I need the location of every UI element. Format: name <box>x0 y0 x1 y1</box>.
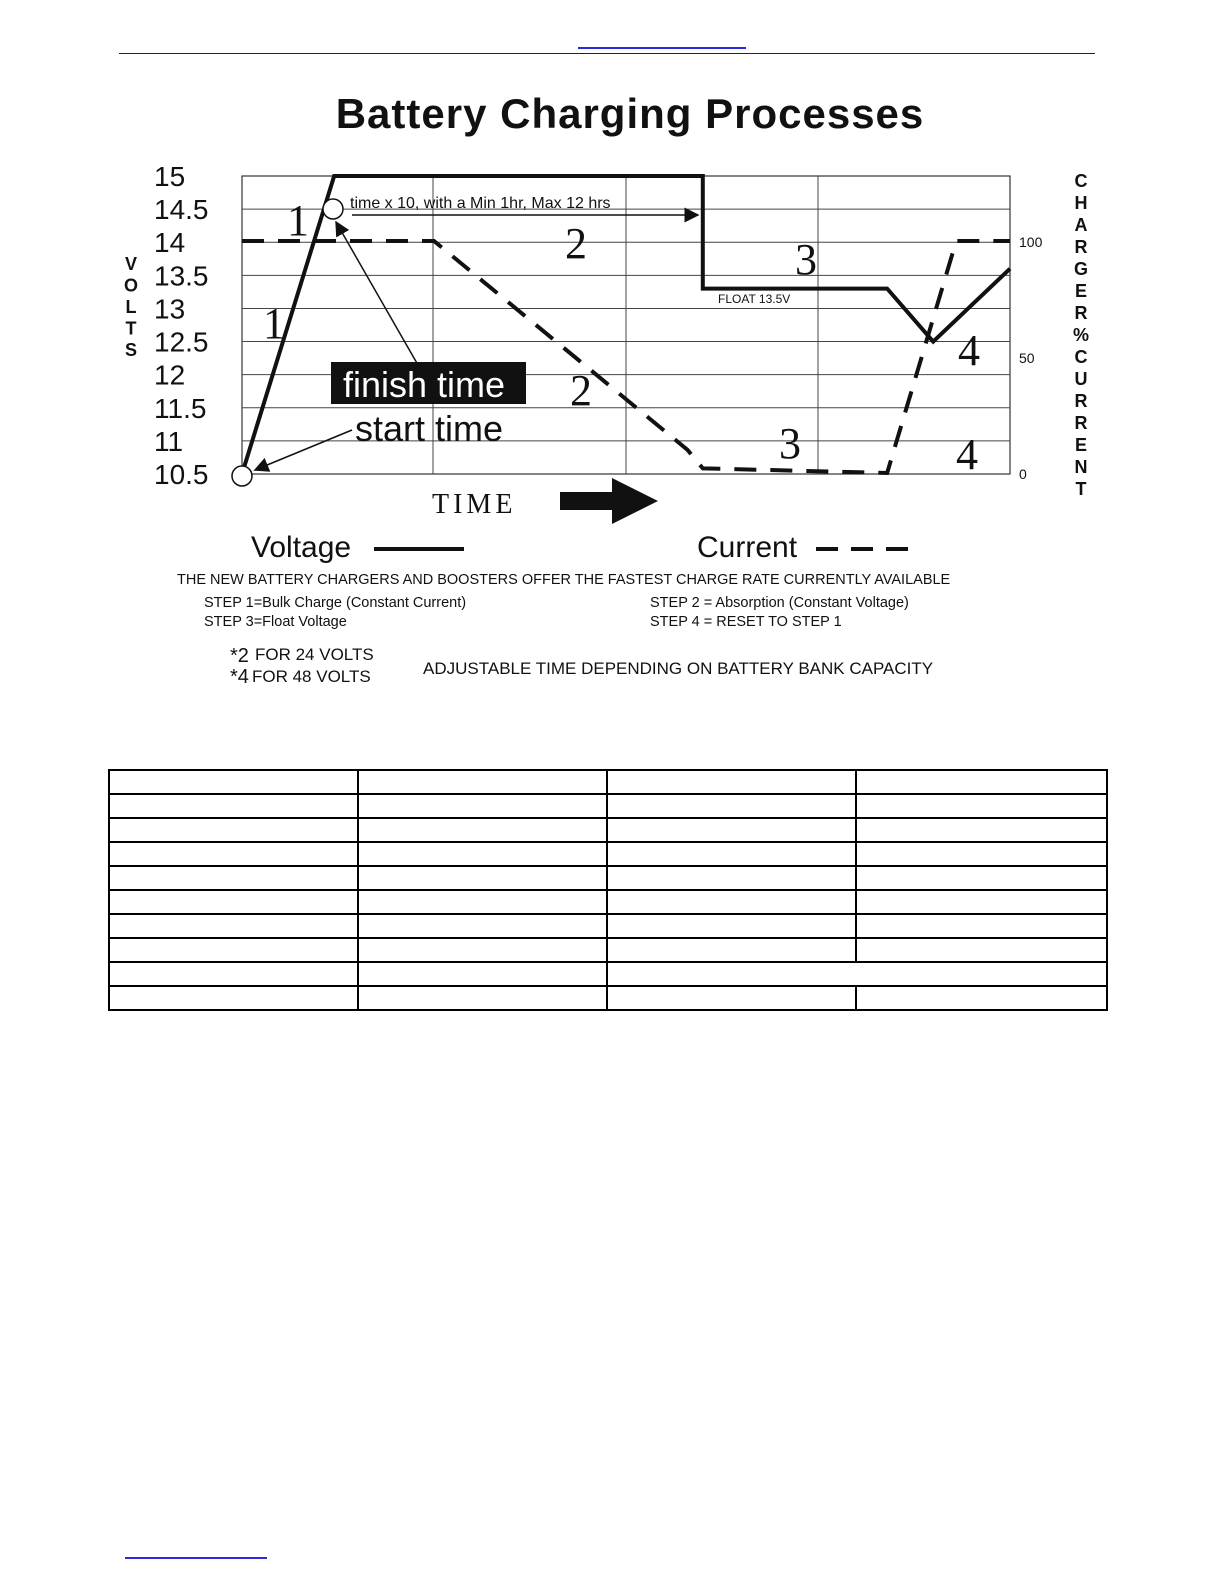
x-axis-label: TIME <box>432 489 517 520</box>
note-24-volts: FOR 24 VOLTS <box>255 645 374 664</box>
step-3-text: STEP 3=Float Voltage <box>204 614 347 630</box>
table-cell <box>856 914 1107 938</box>
axis-label-letter: C <box>1074 347 1088 367</box>
table-cell <box>856 866 1107 890</box>
note-48-prefix: *4 <box>230 666 249 688</box>
voltage-step-4: 4 <box>958 326 980 375</box>
table-cell <box>856 818 1107 842</box>
table-row <box>109 938 1107 962</box>
finish-point-marker <box>323 199 343 219</box>
y-axis-right-ticks <box>1019 234 1043 482</box>
header-rule <box>119 53 1095 54</box>
current-step-2: 2 <box>570 366 592 415</box>
table-cell <box>856 794 1107 818</box>
axis-label-letter: T <box>125 318 137 339</box>
table-cell <box>607 770 856 794</box>
y-axis-right-label <box>1073 171 1089 499</box>
y-right-tick-label: 100 <box>1019 234 1043 250</box>
table-cell <box>109 890 358 914</box>
y-left-tick-label: 14 <box>154 227 186 259</box>
table-cell <box>607 986 856 1010</box>
axis-label-letter: R <box>1074 303 1088 323</box>
table-cell <box>607 842 856 866</box>
y-right-tick-label: 0 <box>1019 466 1027 482</box>
y-left-tick-label: 13 <box>154 293 186 325</box>
table-cell <box>607 818 856 842</box>
axis-label-letter: C <box>1074 171 1088 191</box>
table-cell <box>358 770 607 794</box>
table-cell <box>856 842 1107 866</box>
table-cell <box>358 914 607 938</box>
y-axis-left-label <box>124 254 138 360</box>
axis-label-letter: E <box>1074 435 1088 455</box>
table-cell <box>358 986 607 1010</box>
table-row <box>109 890 1107 914</box>
charging-chart <box>0 150 1224 700</box>
axis-label-letter: R <box>1074 413 1088 433</box>
table-cell <box>856 890 1107 914</box>
table-cell <box>607 962 1107 986</box>
table-cell <box>358 866 607 890</box>
axis-label-letter: S <box>124 340 138 360</box>
y-left-tick-label: 11 <box>154 425 184 457</box>
start-point-marker <box>232 466 252 486</box>
duration-annotation: time x 10, with a Min 1hr, Max 12 hrs <box>350 195 611 212</box>
axis-label-letter: % <box>1072 325 1090 345</box>
current-step-4: 4 <box>956 430 978 479</box>
note-48-volts: FOR 48 VOLTS <box>252 667 371 686</box>
legend-current-label: Current <box>697 531 798 564</box>
step-1-text: STEP 1=Bulk Charge (Constant Current) <box>204 595 467 611</box>
table-row <box>109 842 1107 866</box>
table-cell <box>109 866 358 890</box>
table-cell <box>358 962 607 986</box>
y-left-tick-label: 14.5 <box>154 194 209 226</box>
adjustable-time-note: ADJUSTABLE TIME DEPENDING ON BATTERY BANK CAPACITY <box>423 659 934 678</box>
axis-label-letter: R <box>1074 391 1088 411</box>
voltage-step-3: 3 <box>795 235 817 284</box>
y-right-tick-label: 50 <box>1019 350 1035 366</box>
page-title: Battery Charging Processes <box>335 90 925 137</box>
finish-time-arrow <box>336 222 418 365</box>
table-cell <box>358 842 607 866</box>
float-annotation: FLOAT 13.5V <box>718 292 791 306</box>
finish-time-label: finish time <box>343 364 506 405</box>
axis-label-letter: H <box>1074 193 1088 213</box>
table-cell <box>109 818 358 842</box>
legend-voltage-label: Voltage <box>251 531 352 564</box>
table-cell <box>358 794 607 818</box>
step-2-text: STEP 2 = Absorption (Constant Voltage) <box>650 595 909 611</box>
table-row <box>109 914 1107 938</box>
table-row <box>109 986 1107 1010</box>
voltage-step-2: 2 <box>565 219 587 268</box>
axis-label-letter: A <box>1074 215 1088 235</box>
y-left-tick-label: 12 <box>154 359 186 391</box>
table-cell <box>856 770 1107 794</box>
table-cell <box>358 890 607 914</box>
caption: THE NEW BATTERY CHARGERS AND BOOSTERS OFFER THE FASTEST CHARGE RATE CURRENTLY AVAILABLE <box>177 572 951 588</box>
axis-label-letter: R <box>1074 237 1088 257</box>
axis-label-letter: G <box>1073 259 1089 279</box>
time-arrow-icon <box>560 478 658 524</box>
table-cell <box>109 794 358 818</box>
table-row <box>109 866 1107 890</box>
axis-label-letter: V <box>124 254 138 274</box>
voltage-step-1-top: 1 <box>287 196 309 245</box>
table-cell <box>109 938 358 962</box>
table-cell <box>109 914 358 938</box>
table-row <box>109 962 1107 986</box>
table-row <box>109 818 1107 842</box>
axis-label-letter: U <box>1074 369 1088 389</box>
table-cell <box>109 770 358 794</box>
table-cell <box>607 914 856 938</box>
step-4-text: STEP 4 = RESET TO STEP 1 <box>650 614 842 630</box>
current-step-3: 3 <box>779 419 801 468</box>
table-cell <box>109 842 358 866</box>
axis-label-letter: T <box>1075 479 1087 499</box>
y-left-tick-label: 11.5 <box>154 392 207 424</box>
note-24-prefix: *2 <box>230 645 249 667</box>
table-cell <box>109 986 358 1010</box>
header-link-underline[interactable] <box>578 47 746 49</box>
table-row <box>109 770 1107 794</box>
start-time-arrow <box>255 430 352 470</box>
y-axis-left-ticks <box>154 161 209 490</box>
table-cell <box>607 890 856 914</box>
voltage-step-1: 1 <box>263 299 285 348</box>
table-cell <box>607 938 856 962</box>
table-cell <box>109 962 358 986</box>
y-left-tick-label: 15 <box>154 161 186 192</box>
table-cell <box>607 866 856 890</box>
axis-label-letter: O <box>123 275 139 296</box>
y-left-tick-label: 10.5 <box>154 459 209 490</box>
y-left-tick-label: 12.5 <box>154 326 209 358</box>
table-cell <box>358 818 607 842</box>
table-cell <box>856 938 1107 962</box>
axis-label-letter: L <box>125 297 137 317</box>
axis-label-letter: N <box>1074 457 1088 477</box>
axis-label-letter: E <box>1074 281 1088 301</box>
spec-table <box>108 769 1108 1011</box>
y-left-tick-label: 13.5 <box>154 260 209 292</box>
start-time-label: start time <box>355 408 504 449</box>
table-row <box>109 794 1107 818</box>
table-cell <box>607 794 856 818</box>
table-cell <box>358 938 607 962</box>
footer-link-underline[interactable] <box>125 1557 267 1559</box>
table-cell <box>856 986 1107 1010</box>
